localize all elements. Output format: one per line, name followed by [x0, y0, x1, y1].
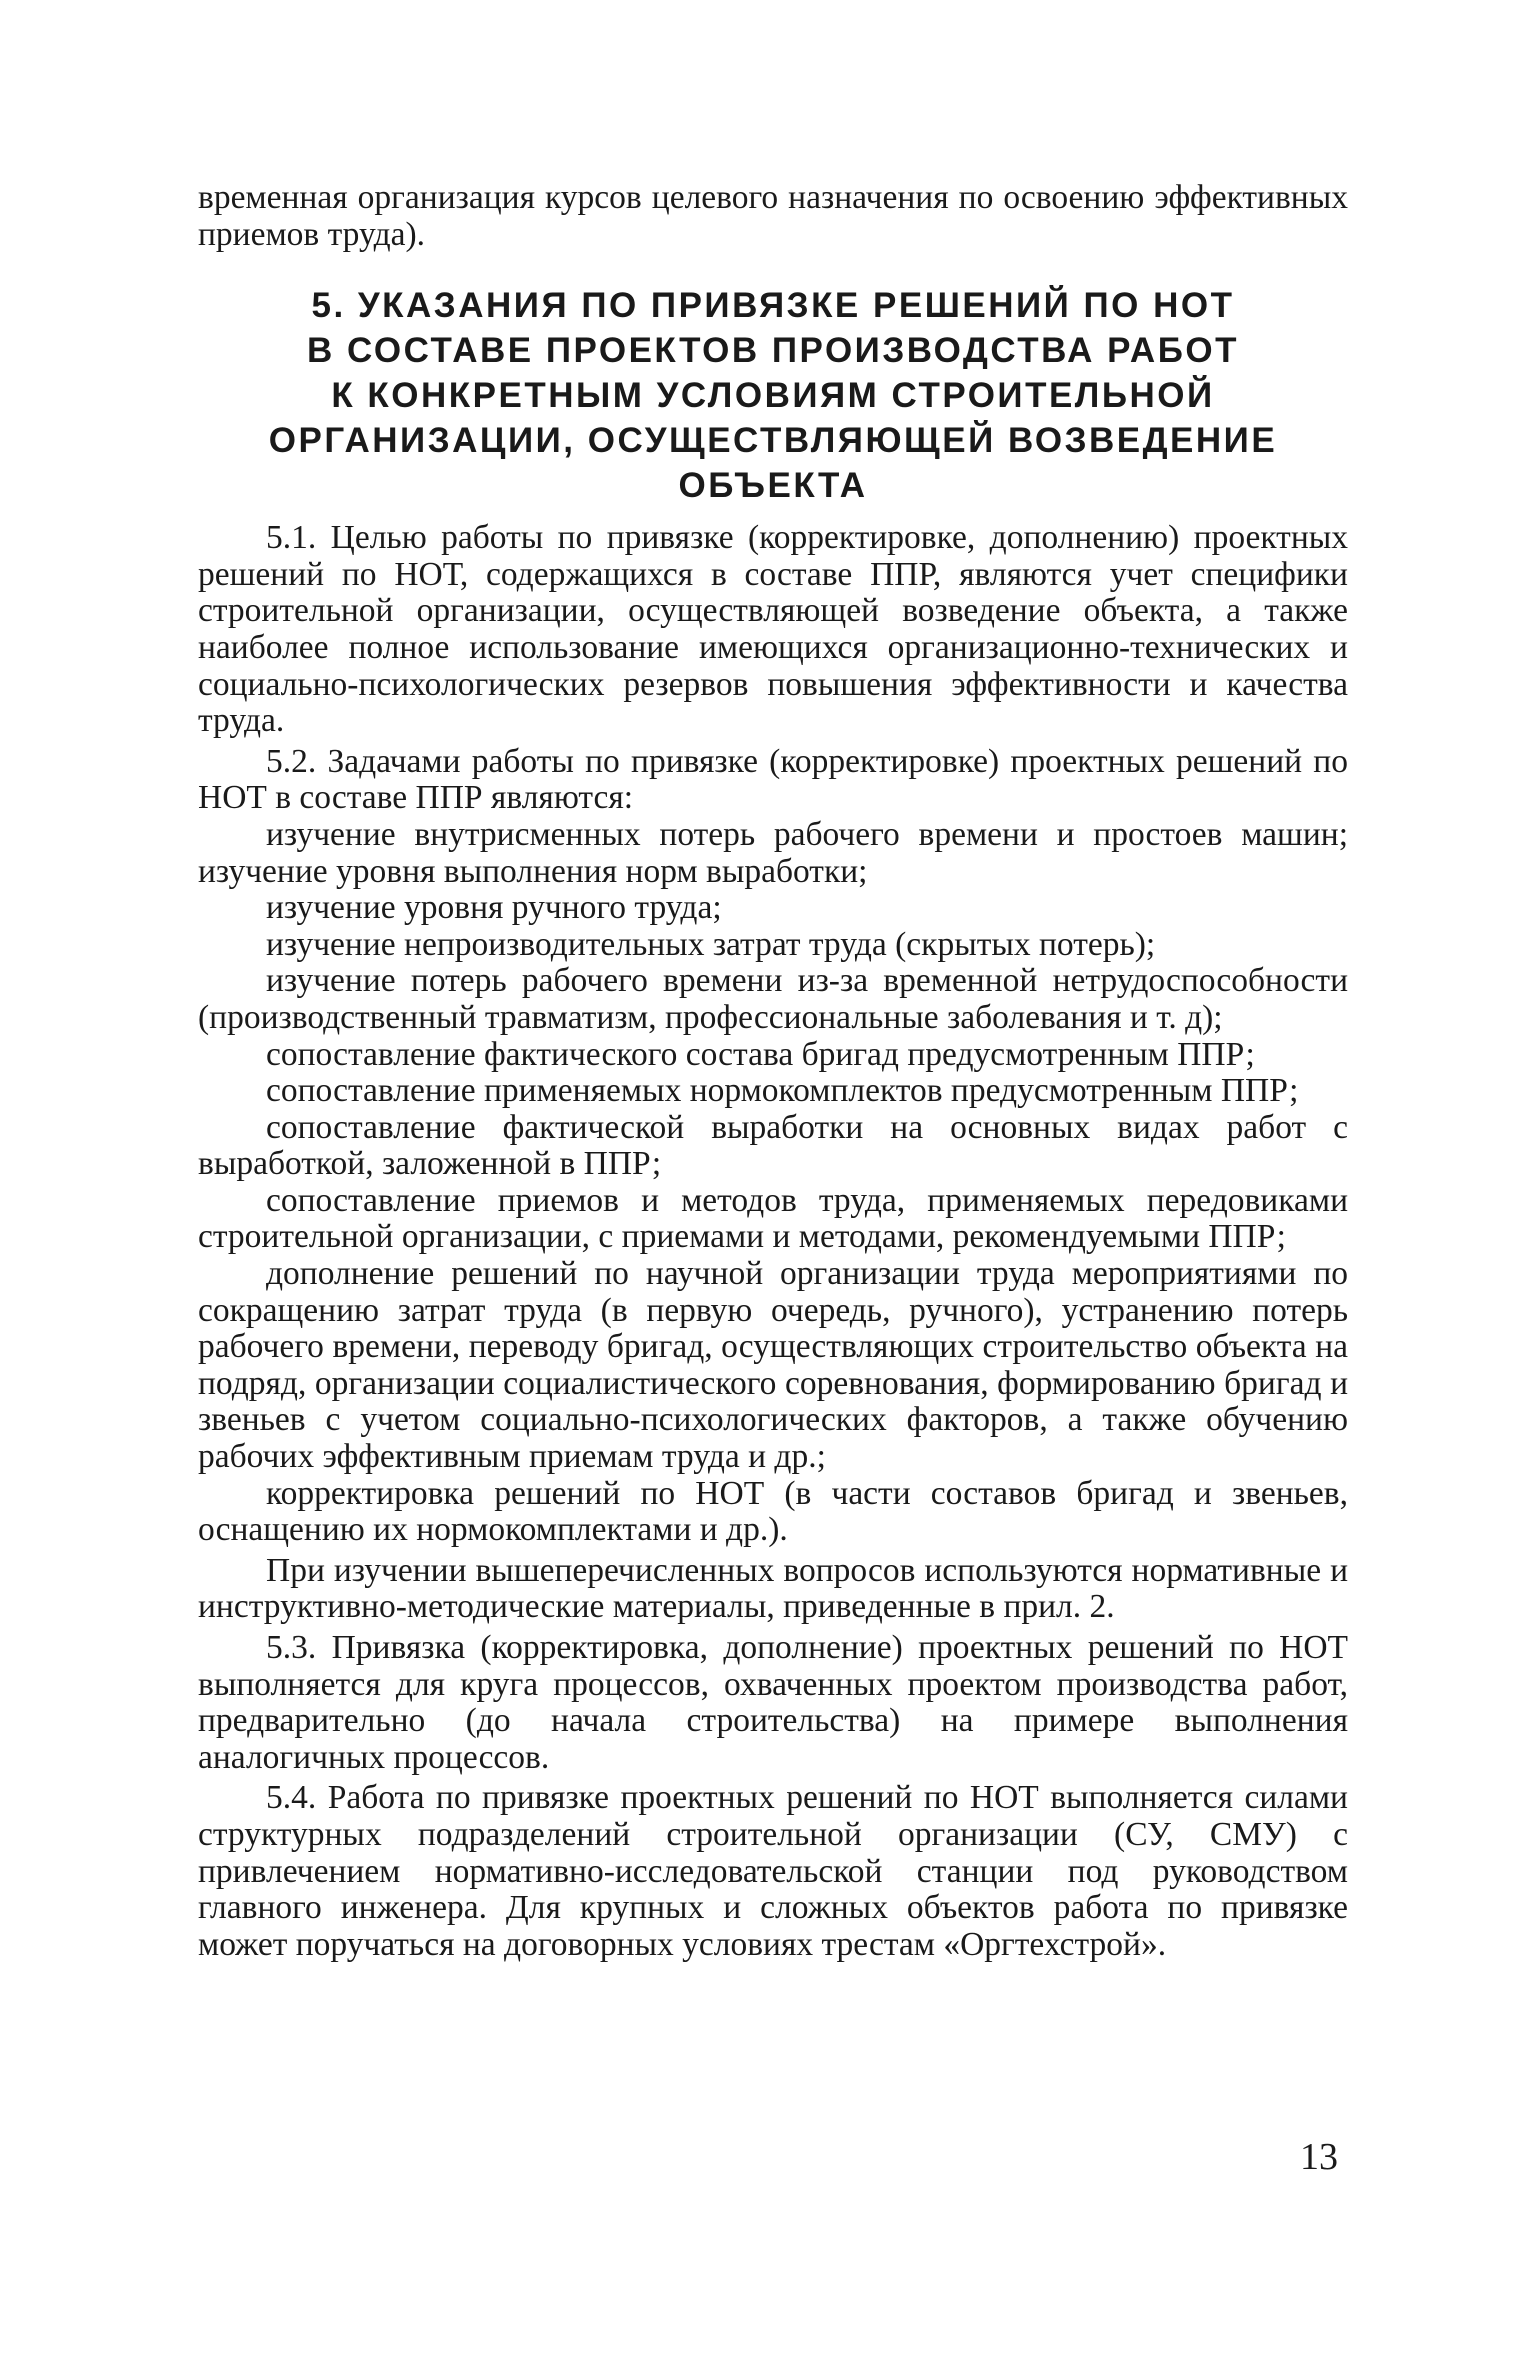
task-item: дополнение решений по научной организации труда мероприятиями по сокращению затрат труда (в первую очередь, ручного), устранению потерь рабочего времени, переводу бригад, осуществляющих строительство объекта на подряд, организации социалистического соревнования, формированию бригад и звеньев с учетом социально-психологических факторов, а также обучению рабочих эффективным приемам труда и др.;	[198, 1255, 1348, 1476]
paragraph-5-4: 5.4. Работа по привязке проектных решений по НОТ выполняется силами структурных подразделений строительной организации (СУ, СМУ) с привлечением нормативно-исследовательской станции под руководством главного инженера. Для крупных и сложных объектов работа по привязке может поручаться на договорных условиях трестам «Оргтехстрой».	[198, 1779, 1348, 1963]
task-item: сопоставление фактического состава бригад предусмотренным ППР;	[266, 1035, 1255, 1073]
heading-line: 5. УКАЗАНИЯ ПО ПРИВЯЗКЕ РЕШЕНИЙ ПО НОТ	[311, 286, 1235, 326]
task-item: изучение внутрисменных потерь рабочего времени и простоев машин; изучение уровня выполнения норм выработки;	[198, 815, 1348, 890]
paragraph-5-3: 5.3. Привязка (корректировка, дополнение) проектных решений по НОТ выполняется для круга процессов, охваченных проектом производства работ, предварительно (до начала строительства) на примере выполнения аналогичных процессов.	[198, 1629, 1348, 1776]
paragraph-5-2: 5.2. Задачами работы по привязке (корректировке) проектных решений по НОТ в составе ППР являются:	[198, 742, 1348, 817]
task-item: корректировка решений по НОТ (в части составов бригад и звеньев, оснащению их нормокомплектами и др.).	[198, 1474, 1348, 1549]
page-number: 13	[1300, 2136, 1338, 2178]
paragraph-5-1: 5.1. Целью работы по привязке (корректировке, дополнению) проектных решений по НОТ, содержащихся в составе ППР, являются учет специфики строительной организации, осуществляющей возведение объекта, а также наиболее полное использование имеющихся организационно-технических и социально-психологических резервов повышения эффективности и качества труда.	[198, 519, 1348, 740]
heading-line: К КОНКРЕТНЫМ УСЛОВИЯМ СТРОИТЕЛЬНОЙ	[331, 376, 1215, 416]
task-item: изучение непроизводительных затрат труда (скрытых потерь);	[266, 925, 1156, 963]
document-page	[198, 180, 1348, 1963]
paragraph-study-materials: При изучении вышеперечисленных вопросов используются нормативные и инструктивно-методические материалы, приведенные в прил. 2.	[198, 1551, 1348, 1626]
heading-line: В СОСТАВЕ ПРОЕКТОВ ПРОИЗВОДСТВА РАБОТ	[307, 331, 1239, 371]
intro-paragraph: временная организация курсов целевого назначения по освоению эффективных приемов труда).	[198, 179, 1348, 253]
task-item: изучение потерь рабочего времени из-за временной нетрудоспособности (производственный травматизм, профессиональные заболевания и т. д);	[198, 962, 1348, 1036]
heading-line: ОБЪЕКТА	[678, 466, 868, 506]
heading-line: ОРГАНИЗАЦИИ, ОСУЩЕСТВЛЯЮЩЕЙ ВОЗВЕДЕНИЕ	[268, 421, 1278, 461]
task-item: сопоставление приемов и методов труда, применяемых передовиками строительной организации, с приемами и методами, рекомендуемыми ППР;	[198, 1181, 1348, 1256]
section-heading	[198, 283, 1348, 508]
task-item: изучение уровня ручного труда;	[266, 889, 722, 927]
task-item: сопоставление фактической выработки на основных видах работ с выработкой, заложенной в ППР;	[198, 1108, 1348, 1183]
task-item: сопоставление применяемых нормокомплектов предусмотренным ППР;	[266, 1072, 1299, 1110]
